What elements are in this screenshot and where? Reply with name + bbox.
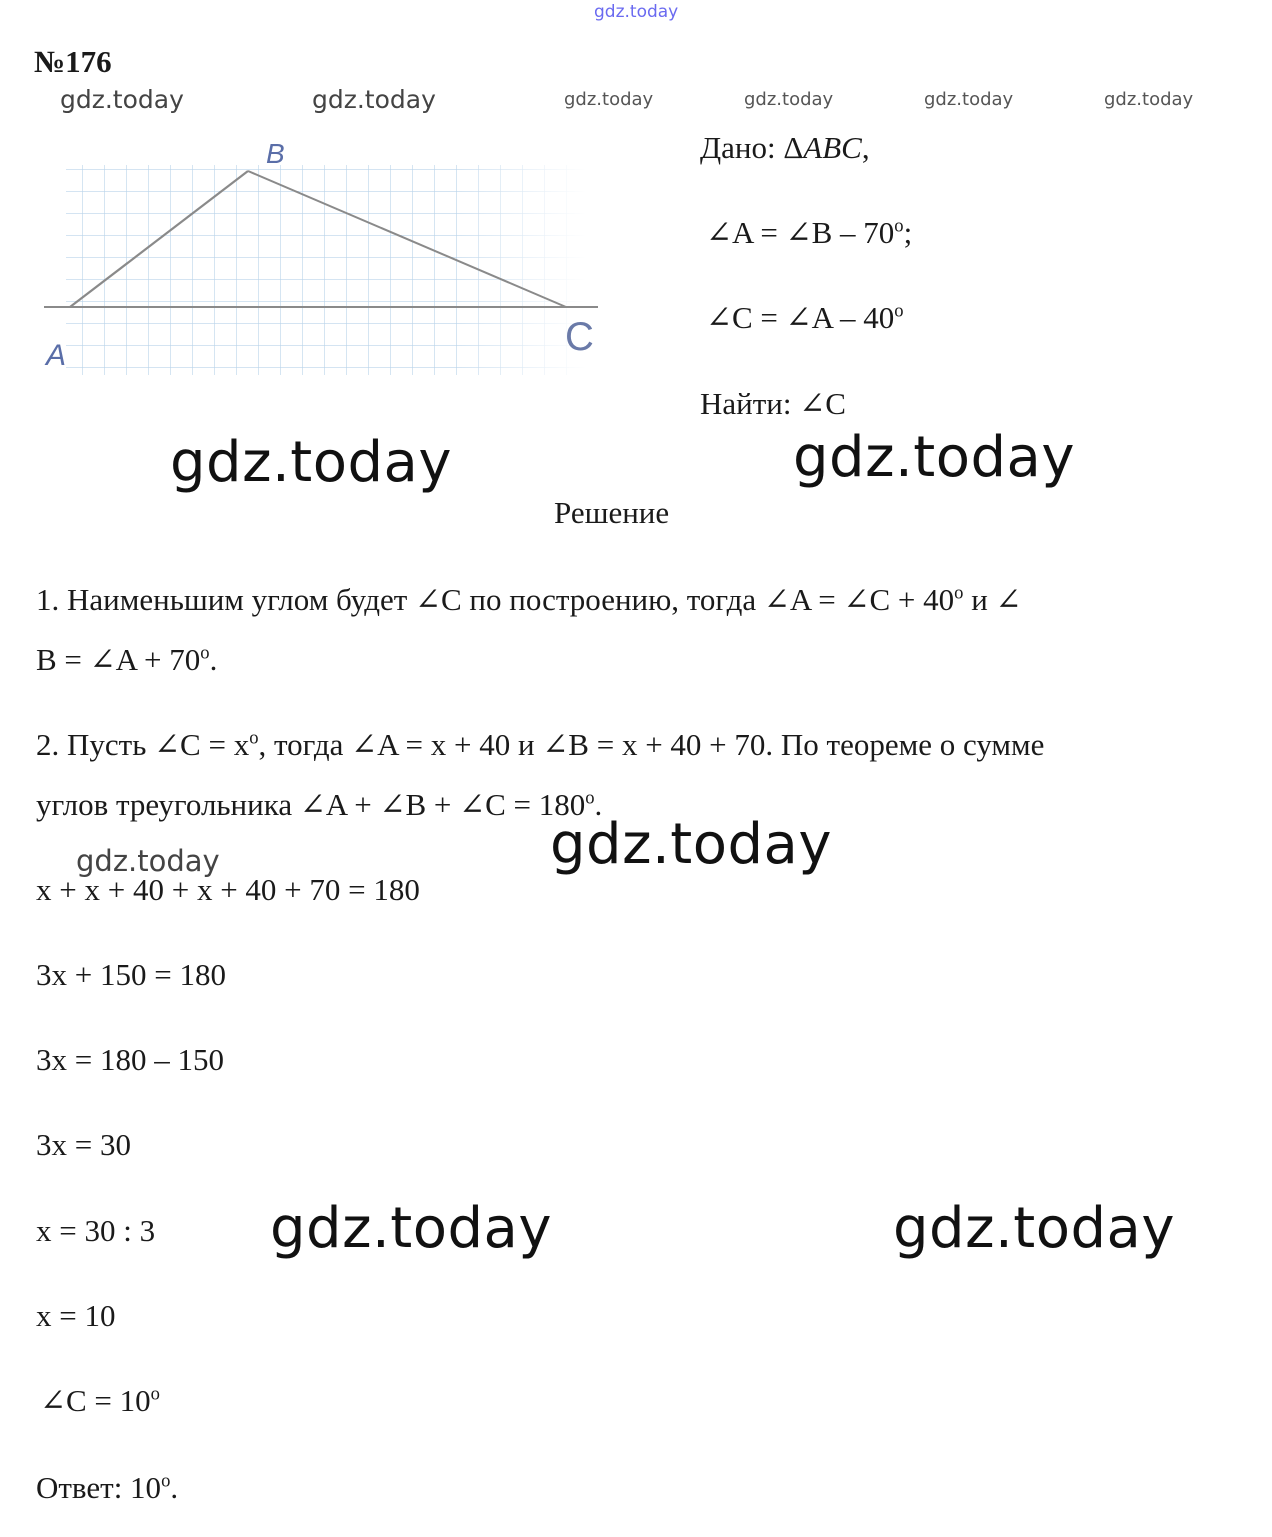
triangle-figure xyxy=(38,125,638,385)
equation: x + x + 40 + x + 40 + 70 = 180 xyxy=(36,872,420,907)
equation: x = 30 : 3 xyxy=(36,1213,156,1248)
answer-line: Ответ: 10$^o$. xyxy=(36,1470,179,1505)
watermark: gdz.today xyxy=(1104,89,1194,110)
watermark: gdz.today xyxy=(170,430,453,495)
problem-number: №176 xyxy=(34,44,112,79)
step-2-line-2: углов треугольника ∠A + ∠B + ∠C = $180^o$. xyxy=(36,787,603,822)
equation: 3x = 180 – 150 xyxy=(36,1042,224,1077)
watermark: gdz.today xyxy=(564,89,654,110)
given-line-3: ∠C = ∠A – 40$^o$ xyxy=(706,300,904,335)
equation: 3x + 150 = 180 xyxy=(36,957,226,992)
watermark: gdz.today xyxy=(60,85,184,114)
given-line-1: Дано: ΔABC, xyxy=(700,130,870,165)
given-line-2: ∠A = ∠B – 70$^o$; xyxy=(706,215,913,250)
vertex-label-a: A xyxy=(46,339,67,372)
vertex-label-b: B xyxy=(266,138,285,169)
watermark: gdz.today xyxy=(270,1196,553,1261)
solution-title: Решение xyxy=(554,495,670,530)
vertex-label-c: C xyxy=(565,315,594,359)
watermark-top: gdz.today xyxy=(594,2,679,22)
step-1-line-1: 1. Наименьшим углом будет ∠C по построению, тогда ∠A = ∠C + $40^o$ и ∠ xyxy=(36,582,1022,617)
step-2-line-1: 2. Пусть ∠C = $x^o$, тогда ∠A = x + 40 и ∠B = x + 40 + 70. По теореме о сумме xyxy=(36,727,1045,762)
step-1-line-2: B = ∠A + $70^o$. xyxy=(36,642,218,677)
watermark: gdz.today xyxy=(924,89,1014,110)
result-line: ∠C = $10^o$ xyxy=(40,1383,160,1418)
watermark: gdz.today xyxy=(550,812,833,877)
watermark: gdz.today xyxy=(76,844,220,878)
equation: x = 10 xyxy=(36,1298,116,1333)
equation: 3x = 30 xyxy=(36,1127,131,1162)
watermark: gdz.today xyxy=(744,89,834,110)
watermark: gdz.today xyxy=(893,1196,1176,1261)
watermark: gdz.today xyxy=(793,425,1076,490)
find-line: Найти: ∠C xyxy=(700,386,846,421)
watermark: gdz.today xyxy=(312,85,436,114)
